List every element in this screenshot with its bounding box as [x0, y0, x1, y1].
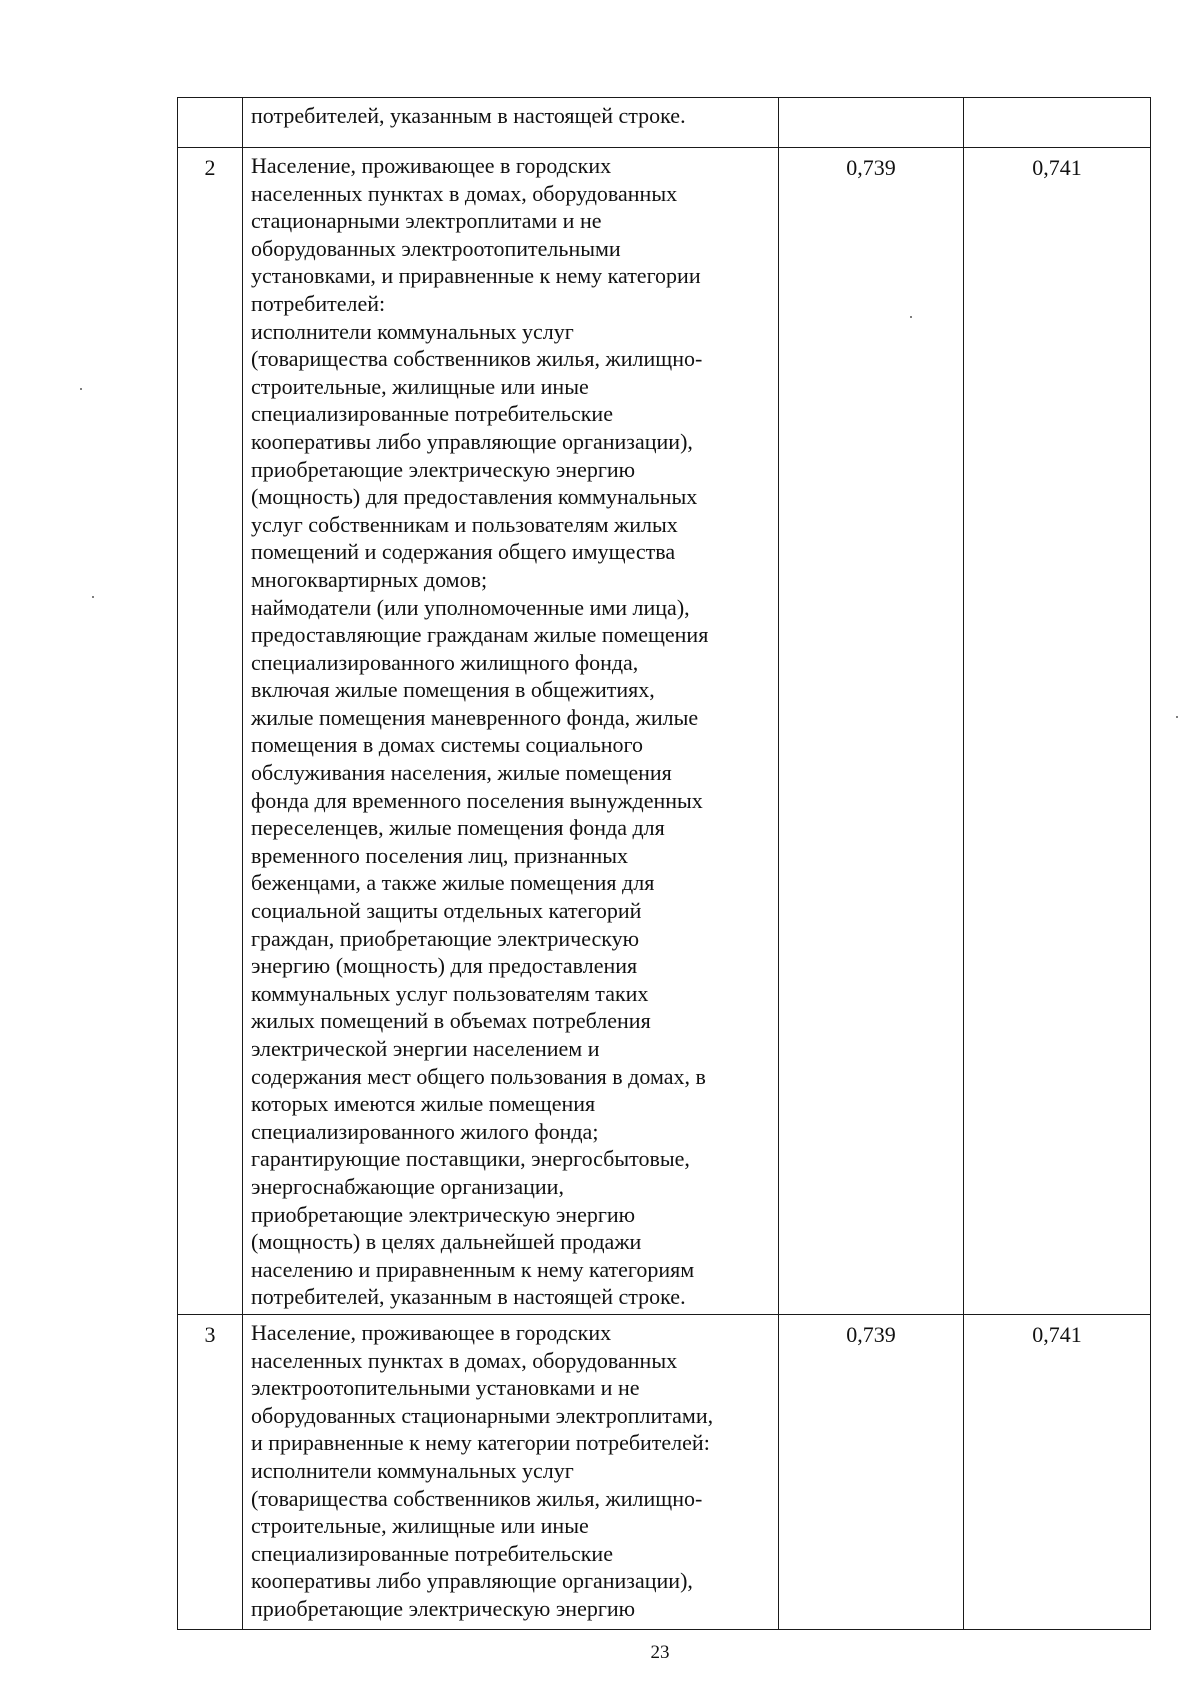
description-line: приобретающие электрическую энергию [251, 456, 636, 482]
row-description [243, 98, 779, 148]
description-line: исполнители коммунальных услуг [251, 1457, 574, 1483]
row-value-1: 0,739 [779, 1315, 964, 1630]
row-value-2: 0,741 [964, 148, 1151, 1315]
description-line: специализированные потребительские [251, 401, 613, 427]
row-description [243, 1315, 779, 1630]
description-line: установками, и приравненные к нему категории [251, 263, 701, 289]
description-line: переселенцев, жилые помещения фонда для [251, 815, 665, 841]
page-number: 23 [650, 1642, 670, 1663]
description-line: населению и приравненным к нему категориям [251, 1256, 695, 1282]
description-line: обслуживания населения, жилые помещения [251, 760, 672, 786]
description-line: (мощность) в целях дальнейшей продажи [251, 1229, 642, 1255]
description-line: помещения в домах системы социального [251, 732, 644, 758]
description-line: потребителей, указанным в настоящей строке. [251, 1284, 686, 1310]
table-row [178, 148, 1151, 1315]
row-number: 3 [178, 1315, 243, 1630]
description-line: социальной защиты отдельных категорий [251, 898, 642, 924]
description-line: гарантирующие поставщики, энергосбытовые, [251, 1146, 690, 1172]
row-value-2 [964, 98, 1151, 148]
table-row [178, 1315, 1151, 1630]
scan-speck [80, 388, 82, 390]
description-line: граждан, приобретающие электрическую [251, 925, 640, 951]
description-line: и приравненные к нему категории потребителей: [251, 1430, 710, 1456]
description-line: строительные, жилищные или иные [251, 1513, 589, 1539]
row-number [178, 98, 243, 148]
row-description [243, 148, 779, 1315]
description-line: многоквартирных домов; [251, 566, 488, 592]
description-line: специализированные потребительские [251, 1540, 613, 1566]
description-line: жилых помещений в объемах потребления [251, 1008, 651, 1034]
scan-speck [92, 596, 94, 598]
scan-speck [1176, 716, 1178, 718]
description-line: стационарными электроплитами и не [251, 208, 602, 234]
description-line: наймодатели (или уполномоченные ими лица), [251, 594, 690, 620]
description-line: энергоснабжающие организации, [251, 1173, 564, 1199]
description-line: временного поселения лиц, признанных [251, 842, 629, 868]
description-line: включая жилые помещения в общежитиях, [251, 677, 655, 703]
description-line: помещений и содержания общего имущества [251, 539, 676, 565]
description-line: электроотопительными установками и не [251, 1375, 640, 1401]
row-number: 2 [178, 148, 243, 1315]
description-line: специализированного жилого фонда; [251, 1118, 599, 1144]
description-line: исполнители коммунальных услуг [251, 318, 574, 344]
description-line: предоставляющие гражданам жилые помещения [251, 622, 709, 648]
description-line: оборудованных стационарными электроплитами, [251, 1402, 714, 1428]
description-line: населенных пунктах в домах, оборудованных [251, 1347, 678, 1373]
description-line: оборудованных электроотопительными [251, 235, 621, 261]
description-line: приобретающие электрическую энергию [251, 1595, 636, 1621]
description-line: которых имеются жилые помещения [251, 1091, 596, 1117]
description-line: (мощность) для предоставления коммунальных [251, 484, 698, 510]
description-line: приобретающие электрическую энергию [251, 1201, 636, 1227]
description-line: Население, проживающее в городских [251, 1320, 612, 1345]
description-line: жилые помещения маневренного фонда, жилые [251, 704, 699, 730]
description-line: электрической энергии населением и [251, 1036, 600, 1061]
description-line: Население, проживающее в городских [251, 153, 612, 178]
description-line: потребителей, указанным в настоящей строке. [251, 103, 686, 128]
description-line: (товарищества собственников жилья, жилищно- [251, 346, 703, 372]
tariff-table [177, 97, 1151, 1630]
scan-speck [910, 316, 912, 318]
description-line: беженцами, а также жилые помещения для [251, 870, 655, 896]
description-line: содержания мест общего пользования в домах, в [251, 1063, 706, 1089]
description-line: строительные, жилищные или иные [251, 373, 589, 399]
row-value-2: 0,741 [964, 1315, 1151, 1630]
description-line: населенных пунктах в домах, оборудованных [251, 180, 678, 206]
description-line: энергию (мощность) для предоставления [251, 953, 638, 979]
description-line: (товарищества собственников жилья, жилищно- [251, 1485, 703, 1511]
tariff-table-body [178, 98, 1151, 1630]
description-line: фонда для временного поселения вынужденных [251, 787, 703, 813]
description-line: кооперативы либо управляющие организации), [251, 1568, 693, 1594]
description-line: услуг собственникам и пользователям жилых [251, 511, 678, 537]
row-value-1 [779, 98, 964, 148]
row-value-1: 0,739 [779, 148, 964, 1315]
description-line: потребителей: [251, 290, 386, 316]
description-line: кооперативы либо управляющие организации), [251, 428, 693, 454]
table-row [178, 98, 1151, 148]
description-line: коммунальных услуг пользователям таких [251, 980, 649, 1006]
description-line: специализированного жилищного фонда, [251, 649, 639, 675]
